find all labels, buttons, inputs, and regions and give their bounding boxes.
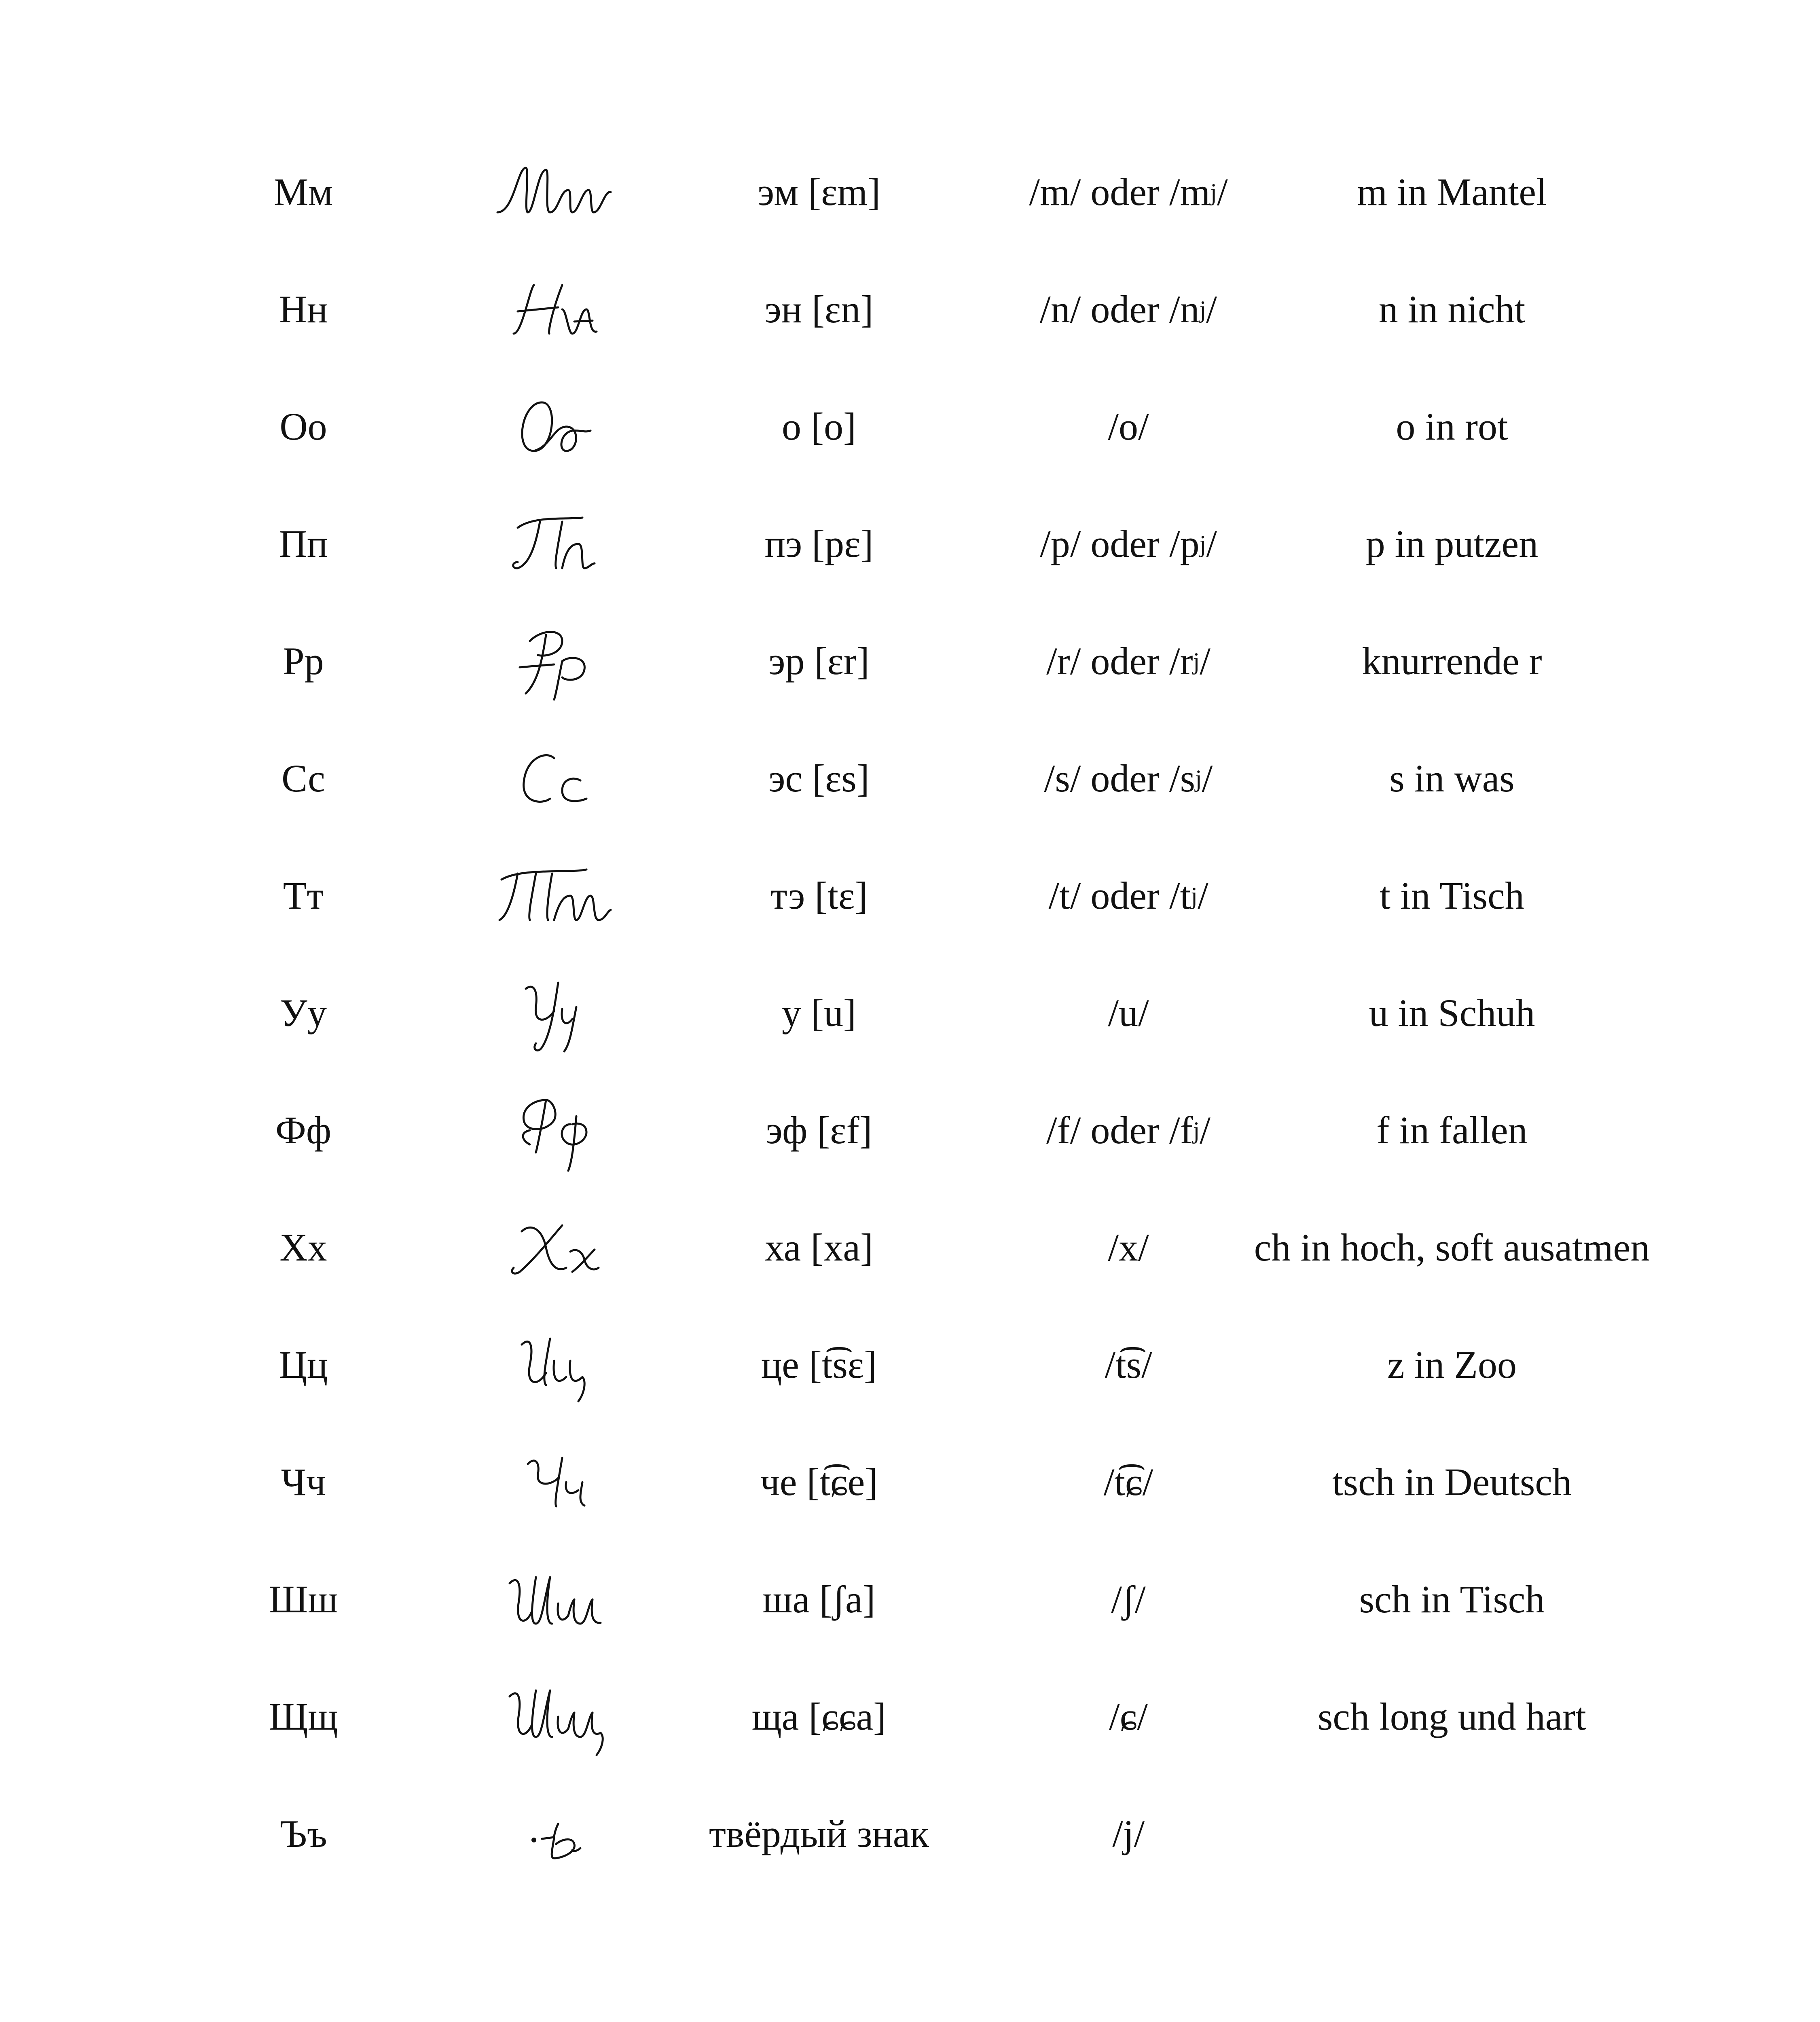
table-row xyxy=(226,251,1634,368)
print-letter: Оо xyxy=(279,405,327,448)
table-row xyxy=(226,1306,1634,1423)
letter-name: це [t͡sɛ] xyxy=(761,1343,877,1387)
example: tsch in Deutsch xyxy=(1332,1460,1572,1504)
phoneme: /t͡s/ xyxy=(1105,1343,1152,1387)
cursive-Pp-icon xyxy=(413,485,696,603)
print-letter: Рр xyxy=(283,639,324,683)
letter-name: твёрдый знак xyxy=(709,1812,929,1856)
table-row xyxy=(226,1072,1634,1189)
phoneme: /x/ xyxy=(1108,1226,1149,1269)
phoneme: /t͡ɕ/ xyxy=(1103,1460,1153,1504)
print-letter: Тт xyxy=(283,874,324,918)
phoneme: /j/ xyxy=(1112,1812,1145,1856)
phoneme: /ɕ/ xyxy=(1109,1695,1148,1739)
table-row xyxy=(226,133,1634,251)
cursive-Rr-icon xyxy=(413,603,696,720)
cursive-Mm-icon xyxy=(413,133,696,251)
cursive-Oo-icon xyxy=(413,368,696,485)
phoneme: /o/ xyxy=(1108,405,1149,448)
phoneme: /u/ xyxy=(1108,991,1149,1035)
table-row xyxy=(226,1423,1634,1541)
print-letter: Нн xyxy=(279,288,328,331)
print-letter: Фф xyxy=(275,1108,332,1152)
phoneme: /t/ oder /t j / xyxy=(1048,874,1208,918)
example: o in rot xyxy=(1396,405,1508,448)
cursive-Ss-icon xyxy=(413,720,696,837)
phoneme: /n/ oder /n j / xyxy=(1040,288,1217,331)
example: sch in Tisch xyxy=(1359,1578,1545,1621)
table-row xyxy=(226,1775,1634,1893)
cursive-Kh-icon xyxy=(413,1189,696,1306)
table-row xyxy=(226,837,1634,954)
phoneme: /r/ oder /r j / xyxy=(1046,639,1211,683)
phoneme: /ʃ/ xyxy=(1111,1578,1146,1621)
table-row xyxy=(226,603,1634,720)
example: ch in hoch, soft ausatmen xyxy=(1254,1226,1650,1269)
letter-name: ща [ɕɕa] xyxy=(751,1695,887,1739)
example: f in fallen xyxy=(1376,1108,1528,1152)
example xyxy=(1246,1775,1658,1893)
example: z in Zoo xyxy=(1387,1343,1517,1387)
phoneme: /s/ oder /s j / xyxy=(1044,757,1213,800)
table-row xyxy=(226,1189,1650,1306)
print-letter: Пп xyxy=(279,522,328,566)
letter-name: эс [ɛs] xyxy=(768,757,870,800)
letter-name: тэ [tɛ] xyxy=(770,874,868,918)
cursive-Nn-icon xyxy=(413,251,696,368)
print-letter: Хх xyxy=(279,1226,327,1269)
letter-name: че [t͡ɕe] xyxy=(760,1460,878,1504)
phoneme: /p/ oder /p j / xyxy=(1040,522,1217,566)
print-letter: Ъъ xyxy=(279,1812,327,1856)
cursive-Ff-icon xyxy=(413,1072,696,1189)
example: u in Schuh xyxy=(1369,991,1535,1035)
table-row xyxy=(226,1541,1634,1658)
example: knurrende r xyxy=(1362,639,1542,683)
letter-name: эф [ɛf] xyxy=(766,1108,872,1152)
cursive-Shch-icon xyxy=(413,1658,696,1775)
example: t in Tisch xyxy=(1380,874,1524,918)
phoneme: /m/ oder /m j / xyxy=(1029,170,1228,214)
table-row xyxy=(226,368,1634,485)
print-letter: Цц xyxy=(279,1343,328,1387)
cursive-Sh-icon xyxy=(413,1541,696,1658)
print-letter: Сс xyxy=(281,757,325,800)
letter-name: ша [ʃa] xyxy=(762,1578,876,1621)
letter-name: эм [ɛm] xyxy=(757,170,881,214)
cursive-Uu-icon xyxy=(413,954,696,1072)
print-letter: Щщ xyxy=(269,1695,338,1739)
table-row xyxy=(226,720,1634,837)
example: p in putzen xyxy=(1365,522,1539,566)
table-row xyxy=(226,485,1634,603)
example: m in Mantel xyxy=(1357,170,1547,214)
letter-name: эр [ɛr] xyxy=(768,639,870,683)
letter-name: ха [xa] xyxy=(765,1226,873,1269)
letter-name: пэ [pɛ] xyxy=(764,522,874,566)
letter-name: у [u] xyxy=(782,991,856,1035)
table-row xyxy=(226,1658,1634,1775)
example: s in was xyxy=(1389,757,1515,800)
print-letter: Уу xyxy=(280,991,327,1035)
cursive-Ch-icon xyxy=(413,1423,696,1541)
print-letter: Шш xyxy=(269,1578,338,1621)
cursive-Ts-icon xyxy=(413,1306,696,1423)
cursive-hard-sign-icon xyxy=(413,1775,696,1893)
example: sch long und hart xyxy=(1318,1695,1586,1739)
table-row xyxy=(226,954,1634,1072)
print-letter: Мм xyxy=(273,170,333,214)
alphabet-table xyxy=(226,133,1650,1893)
phoneme: /f/ oder /f j / xyxy=(1046,1108,1211,1152)
letter-name: о [o] xyxy=(782,405,856,448)
print-letter: Чч xyxy=(281,1460,326,1504)
letter-name: эн [ɛn] xyxy=(764,288,874,331)
cursive-Tt-icon xyxy=(413,837,696,954)
example: n in nicht xyxy=(1378,288,1526,331)
